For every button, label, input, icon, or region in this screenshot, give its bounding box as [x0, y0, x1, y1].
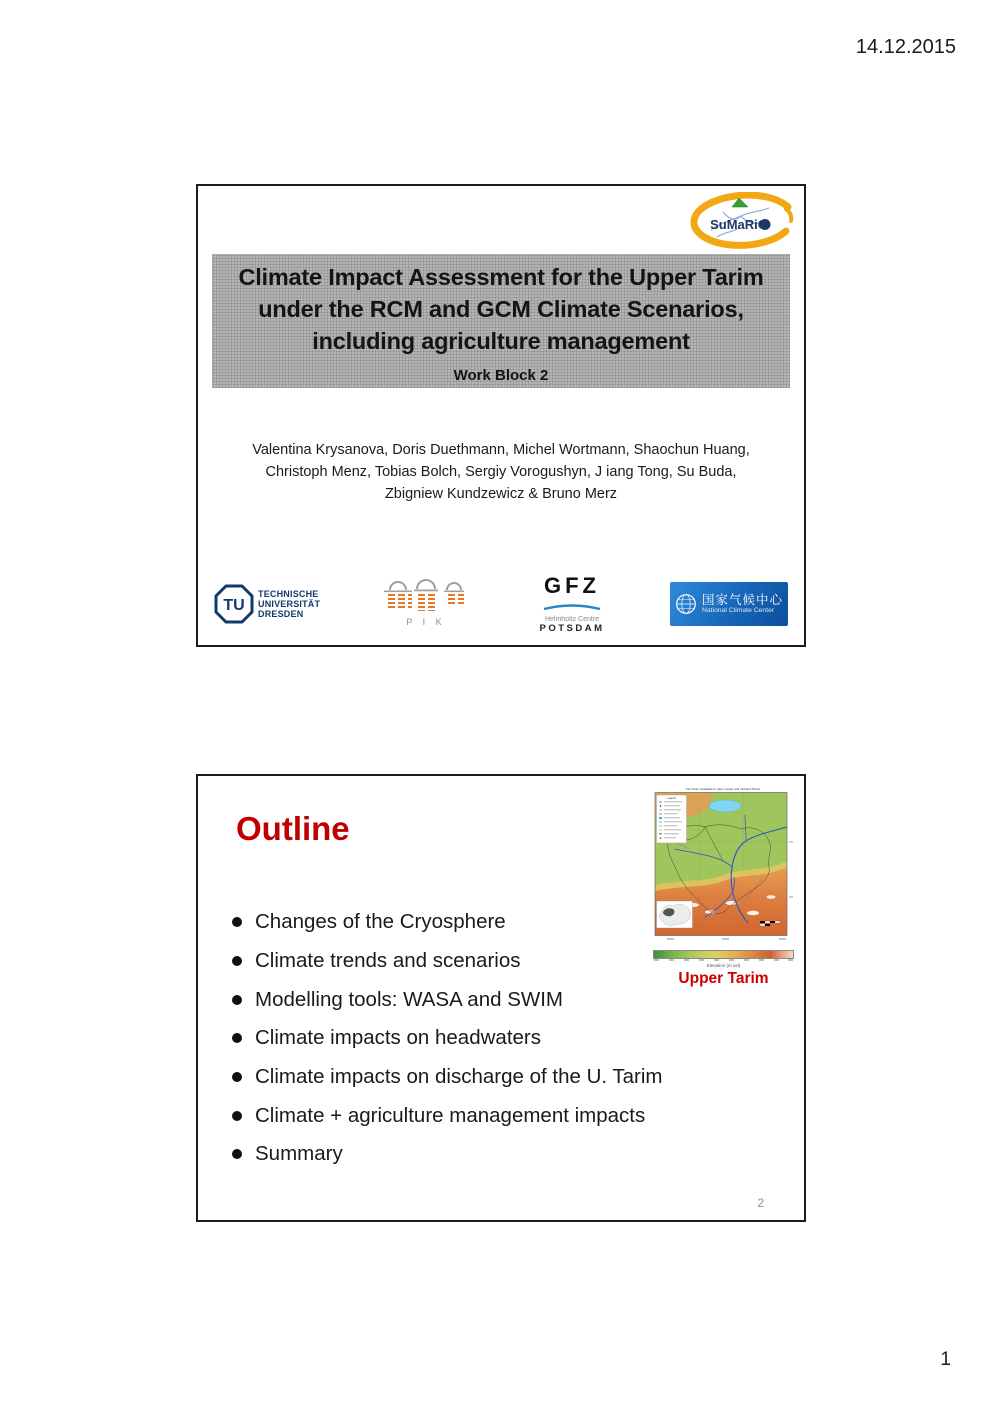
bullet-dot-icon: [232, 956, 242, 966]
tud-line-2: UNIVERSITÄT: [258, 599, 321, 609]
authors-line-2: Christoph Menz, Tobias Bolch, Sergiy Vorogushyn, J iang Tong, Su Buda,: [265, 464, 737, 480]
tud-monogram: TU: [223, 597, 245, 614]
elevation-scale-label: Elevation (m asl): [706, 963, 741, 968]
pik-logo: [378, 574, 474, 635]
bullet-item: [232, 1058, 792, 1097]
bullet-dot-icon: [232, 917, 242, 927]
bullet-dot-icon: [232, 995, 242, 1005]
slide-heading: Outline: [236, 810, 350, 847]
bullet-text: Climate trends and scenarios: [255, 949, 521, 973]
pik-wordmark: P I K: [406, 616, 446, 627]
bullet-item: [232, 903, 792, 942]
date-header: 14.12.2015: [855, 36, 956, 58]
gfz-logo: [528, 572, 616, 634]
title-line-2: under the RCM and GCM Climate Scenarios,: [258, 296, 744, 322]
bullet-text: Modelling tools: WASA and SWIM: [255, 987, 564, 1011]
title-line-3: including agriculture management: [312, 328, 690, 354]
tu-dresden-logo: [214, 584, 324, 624]
map-title: The Tarim headwaters: Aksu, Hotan and Yarkand Rivers: [685, 786, 761, 791]
bullet-dot-icon: [232, 1149, 242, 1159]
bullet-text: Summary: [255, 1142, 343, 1166]
sumario-logo: [689, 192, 796, 250]
bullet-item: [232, 1135, 792, 1174]
sumario-wordmark: SuMaRiO: [710, 217, 768, 232]
bullet-item: [232, 1096, 792, 1135]
bullet-item: [232, 942, 792, 981]
ncc-globe-icon: [675, 591, 697, 617]
bullet-item: [232, 980, 792, 1019]
bullet-text: Changes of the Cryosphere: [255, 910, 506, 934]
sumario-logo-icon: [689, 192, 796, 250]
map-legend-title: Legend: [667, 797, 676, 800]
gfz-wordmark: GFZ: [544, 572, 600, 598]
bullet-dot-icon: [232, 1033, 242, 1043]
bullet-dot-icon: [232, 1072, 242, 1082]
gfz-subtitle-2: POTSDAM: [539, 622, 605, 634]
map-caption: Upper Tarim: [678, 970, 769, 987]
bullet-item: [232, 1019, 792, 1058]
lake-icon: [709, 800, 741, 812]
subtitle: Work Block 2: [453, 367, 549, 384]
bullet-dot-icon: [232, 1111, 242, 1121]
slide-1-title-slide: [196, 184, 806, 647]
gfz-subtitle-1: Helmholtz Centre: [544, 615, 600, 623]
tud-line-1: TECHNISCHE: [258, 589, 319, 599]
bullet-text: Climate impacts on headwaters: [255, 1026, 541, 1050]
outline-bullet-list: [232, 903, 792, 1174]
map-legend: [657, 795, 687, 843]
authors-line-3: Zbigniew Kundzewicz & Bruno Merz: [384, 486, 618, 502]
slide-number: 2: [757, 1196, 764, 1210]
authors-line-1: Valentina Krysanova, Doris Duethmann, Michel Wortmann, Shaochun Huang,: [252, 442, 750, 458]
pik-logo-icon: [378, 574, 474, 630]
bullet-text: Climate + agriculture management impacts: [255, 1103, 646, 1127]
gfz-arc-icon: [542, 602, 602, 610]
page-number: 1: [940, 1349, 951, 1370]
authors-block: [206, 439, 796, 505]
ncc-name-chinese: 国家气候中心: [701, 593, 783, 607]
title-box: [212, 254, 790, 388]
logos-row: [214, 572, 788, 634]
title-line-1: Climate Impact Assessment for the Upper Tarim: [238, 264, 764, 290]
slide-2-outline: [196, 774, 806, 1222]
ncc-name-english: National Climate Center: [701, 607, 775, 614]
tu-dresden-octagon-icon: [214, 584, 254, 624]
bullet-text: Climate impacts on discharge of the U. Tarim: [255, 1065, 663, 1089]
national-climate-center-logo: [670, 582, 788, 626]
tud-line-3: DRESDEN: [258, 609, 304, 619]
